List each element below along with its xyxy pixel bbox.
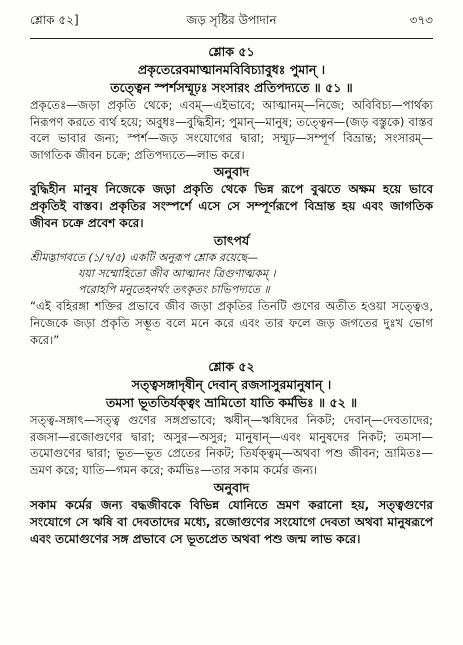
- header-verse-ref: শ্লোক ৫২]: [30, 13, 79, 27]
- verse-52-heading: শ্লোক ৫২: [208, 359, 255, 375]
- header-chapter-title: জড় সৃষ্টির উপাদান: [186, 13, 277, 27]
- verse-51-heading: শ্লোক ৫১: [208, 44, 255, 59]
- purport-text: “এই বহিরঙ্গা শক্তির প্রভাবে জীব জড়া প্রকৃতির তিনটি গুণের অতীত হওয়া সত্ত্বেও, নিজেকে জড়া প্রকৃতি সম্ভূত বলে মনে করে এবং তার ফলে জড় জগতের দুঃখ ভোগ করে।”: [30, 299, 433, 347]
- purport-intro: শ্রীমদ্ভাগবতে (১/৭/৫) একটি অনুরূপ শ্লোক রয়েছে—: [30, 251, 259, 265]
- verse-51-translation: বুদ্ধিহীন মানুষ নিজেকে জড়া প্রকৃতি থেকে ভিন্ন রূপে বুঝতে অক্ষম হয়ে ভাবে প্রকৃতিই বাস্তব। প্রকৃতির সংস্পর্শে এসে সে সম্পূর্ণরূপে বিভ্রান্ত হয় এবং জাগতিক জীবন চক্রে প্রবেশ করে।: [30, 182, 433, 231]
- verse-51-line-1: প্রকৃতেরেবমাত্মানমবিবিচ্যাবুধঃ পুমান্ ।: [137, 62, 326, 77]
- verse-51-translation-label: অনুবাদ: [213, 164, 250, 180]
- verse-51-purport-label: তাৎপর্য: [213, 233, 250, 249]
- verse-52-line-2: তমসা ভূততির্যক্ত্বং ভ্রামিতো যাতি কর্মভিঃ ॥ ৫২ ॥: [105, 395, 358, 411]
- verse-52-translation: সকাম কর্মের জন্য বদ্ধজীবকে বিভিন্ন যোনিতে ভ্রমণ করানো হয়, সত্ত্বগুণের সংযোগে সে ঋষি বা দেবতাদের মধ্যে, রজোগুণের সংযোগে দেবতা অথবা মানুষরূপে এবং তমোগুণের সঙ্গ প্রভাবে সে ভূতপ্রেত অথবা পশু জন্ম লাভ করে।: [30, 497, 433, 546]
- header-rule: [30, 38, 433, 39]
- verse-51-synonyms: প্রকৃতেঃ—জড়া প্রকৃতি থেকে; এবম্—এইভাবে; আত্মানম্—নিজে; অবিবিচ্য—পার্থক্য নিরূপণ করতে ব্যর্থ হয়ে; অবুধঃ—বুদ্ধিহীন; পুমান্—মানুষ; তত্ত্বেন—(জড় বস্তুকে) বাস্তব বলে ভাবার জন্য; স্পর্শ—জড় সংযোগের দ্বারা; সম্মূঢ়—সম্পূর্ণ বিভ্রান্ত; সংসারম্—জাগতিক জীবন চক্রে; প্রতিপদ্যতে—লাভ করে।: [30, 98, 433, 162]
- verse-52-line-1: সত্ত্বসঙ্গাদৃষীন্ দেবান্ রজসাসুরমানুষান্ ।: [131, 377, 332, 393]
- verse-52-synonyms: সত্ত্ব-সঙ্গাৎ—সত্ত্ব গুণের সঙ্গপ্রভাবে; ঋষীন্—ঋষিদের নিকট; দেবান্—দেবতাদের; রজসা—রজোগুণের দ্বারা; অসুর—অসুর; মানুষান্—এবং মানুষদের নিকট; তমসা—তমোগুণের দ্বারা; ভূত—ভূত প্রেতের নিকট; তির্যক্ত্বম্—অথবা পশু জীবন; ভ্রামিতঃ—ভ্রমণ করে; যাতি—গমন করে; কর্মভিঃ—তার সকাম কর্মের জন্য।: [30, 413, 433, 477]
- page-number: ৩৭৩: [409, 13, 433, 27]
- verse-52-translation-label: অনুবাদ: [213, 479, 250, 495]
- purport-quote-line-2: পরোহপি মনুতেহনর্থং তৎকৃতং চাভিপদ্যতে ॥: [78, 283, 270, 297]
- verse-51-line-2: তত্ত্বেন স্পর্শসম্মূঢ়ঃ সংসারং প্রতিপদ্যতে ॥ ৫১ ॥: [110, 80, 353, 95]
- running-header: [30, 6, 433, 28]
- purport-quote-line-1: যয়া সম্মোহিতো জীব আত্মানং ত্রিগুণাত্মকম্ ।: [78, 267, 276, 281]
